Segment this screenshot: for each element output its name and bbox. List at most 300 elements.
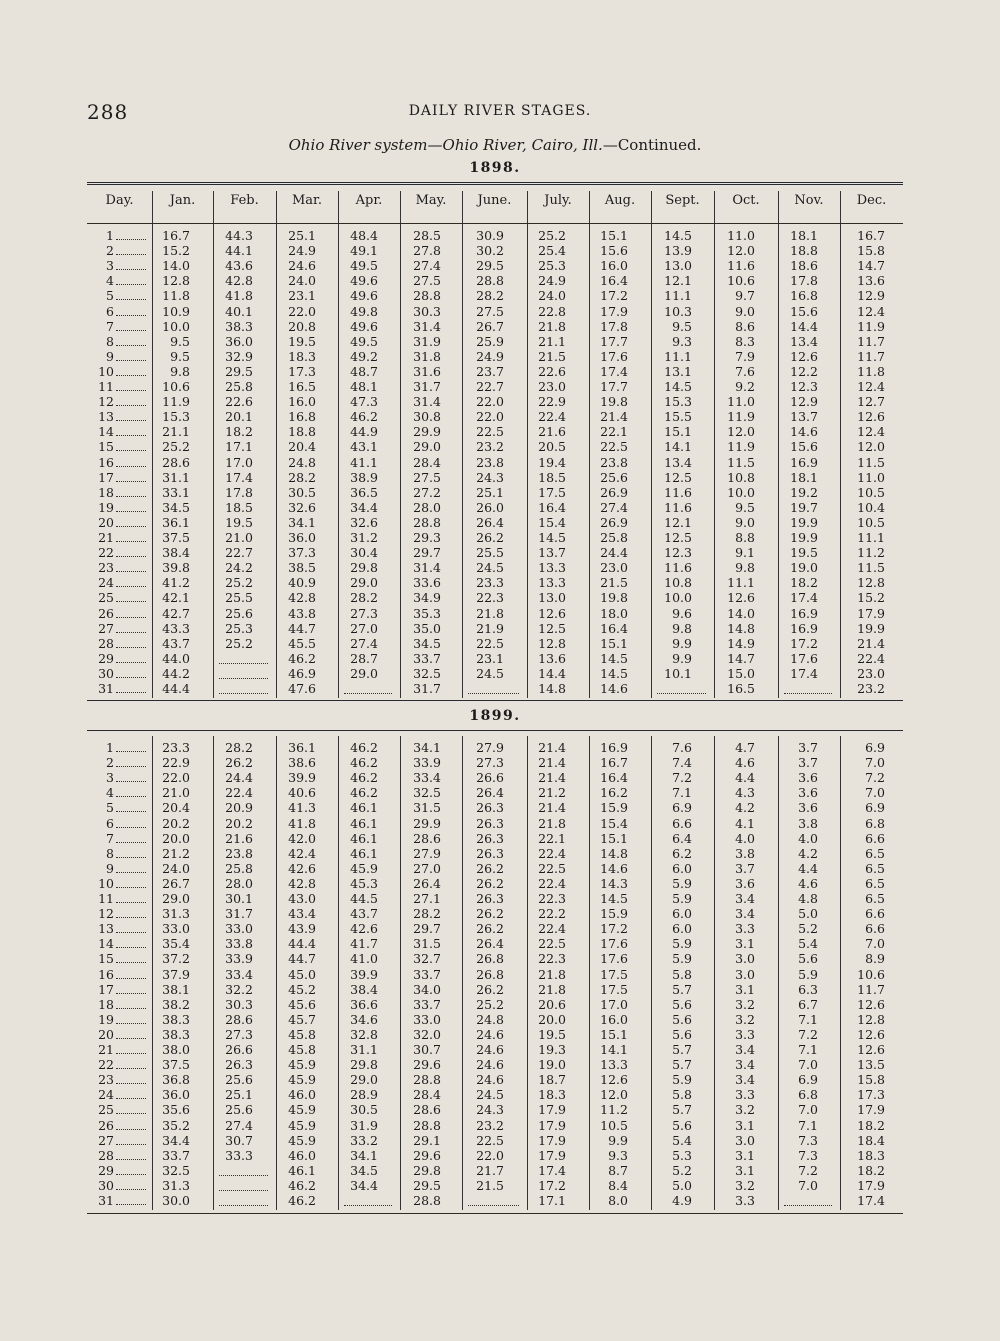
stage-value: 16.9 xyxy=(790,620,818,636)
stage-value: 3.0 xyxy=(735,1132,755,1148)
stage-value: 22.4 xyxy=(538,875,566,891)
stage-value: 29.5 xyxy=(225,363,253,379)
empty-cell-dots xyxy=(219,1180,268,1191)
stage-value: 18.4 xyxy=(857,1132,885,1148)
stage-value: 9.2 xyxy=(735,379,755,394)
day-leader-dots xyxy=(116,561,146,572)
stage-value: 27.3 xyxy=(350,605,378,621)
table-1898-bottom-rule xyxy=(87,700,903,701)
stage-value: 24.2 xyxy=(225,560,253,576)
stage-value: 12.8 xyxy=(857,575,885,591)
day-label: 1 xyxy=(106,228,114,243)
stage-value: 28.6 xyxy=(225,1011,253,1027)
stage-value: 28.8 xyxy=(413,1193,441,1208)
stage-value: 17.0 xyxy=(225,454,253,470)
stage-value: 14.5 xyxy=(664,228,692,243)
stage-value: 14.7 xyxy=(727,650,755,666)
column-header-3: Mar. xyxy=(292,193,322,208)
stage-value: 21.1 xyxy=(538,333,566,349)
stage-value: 20.0 xyxy=(538,1011,566,1027)
stage-value: 22.0 xyxy=(476,409,504,425)
stage-value: 3.4 xyxy=(735,891,755,906)
day-leader-dots xyxy=(116,531,146,542)
stage-value: 25.2 xyxy=(162,439,190,455)
stage-value: 27.4 xyxy=(600,499,628,515)
stage-value: 45.9 xyxy=(288,1102,316,1118)
stage-value: 13.3 xyxy=(538,560,566,576)
stage-value: 8.6 xyxy=(735,318,755,334)
stage-value: 38.1 xyxy=(162,981,190,997)
stage-value: 24.5 xyxy=(476,560,504,576)
stage-value: 7.0 xyxy=(798,1177,818,1193)
stage-value: 12.8 xyxy=(538,635,566,651)
stage-value: 31.5 xyxy=(413,800,441,816)
stage-value: 23.2 xyxy=(476,439,504,455)
stage-value: 32.5 xyxy=(413,665,441,681)
stage-value: 17.4 xyxy=(790,665,818,681)
stage-value: 21.9 xyxy=(476,620,504,636)
stage-value: 17.6 xyxy=(600,348,628,364)
stage-value: 3.3 xyxy=(735,1193,755,1208)
stage-value: 29.0 xyxy=(413,439,441,455)
stage-value: 31.2 xyxy=(350,530,378,545)
stage-value: 27.0 xyxy=(350,620,378,636)
stage-value: 21.8 xyxy=(538,815,566,831)
stage-value: 9.5 xyxy=(170,348,190,364)
stage-value: 17.4 xyxy=(538,1162,566,1178)
stage-value: 25.1 xyxy=(225,1087,253,1103)
stage-value: 21.8 xyxy=(538,966,566,982)
stage-value: 38.3 xyxy=(225,318,253,334)
stage-value: 11.5 xyxy=(857,560,885,576)
stage-value: 46.2 xyxy=(350,740,378,755)
stage-value: 16.0 xyxy=(600,258,628,274)
stage-value: 5.9 xyxy=(672,891,692,906)
stage-value: 12.5 xyxy=(538,620,566,636)
stage-value: 13.7 xyxy=(790,409,818,425)
stage-value: 3.4 xyxy=(735,1042,755,1057)
stage-value: 13.6 xyxy=(538,650,566,666)
stage-value: 23.1 xyxy=(476,650,504,666)
empty-cell-dots xyxy=(219,1195,268,1206)
stage-value: 12.1 xyxy=(664,514,692,530)
stage-value: 31.7 xyxy=(225,906,253,922)
stage-value: 21.1 xyxy=(162,424,190,440)
stage-value: 17.9 xyxy=(857,605,885,621)
stage-value: 26.6 xyxy=(476,770,504,786)
stage-value: 15.5 xyxy=(664,409,692,425)
stage-value: 16.0 xyxy=(600,1011,628,1027)
stage-value: 39.8 xyxy=(162,560,190,576)
stage-value: 49.5 xyxy=(350,258,378,274)
stage-value: 5.7 xyxy=(672,1102,692,1118)
stage-value: 5.7 xyxy=(672,1057,692,1073)
stage-value: 25.4 xyxy=(538,243,566,259)
stage-value: 34.5 xyxy=(350,1162,378,1178)
stage-value: 3.6 xyxy=(735,875,755,891)
stage-value: 17.4 xyxy=(790,590,818,606)
day-label: 24 xyxy=(98,1087,114,1103)
day-label: 18 xyxy=(98,484,114,500)
day-leader-dots xyxy=(116,274,146,285)
stage-value: 7.1 xyxy=(798,1042,818,1057)
stage-value: 29.6 xyxy=(413,1057,441,1073)
day-label: 16 xyxy=(98,454,114,470)
stage-value: 17.4 xyxy=(857,1193,885,1208)
day-label: 27 xyxy=(98,1132,114,1148)
stage-value: 3.6 xyxy=(798,785,818,801)
day-label: 13 xyxy=(98,409,114,425)
stage-value: 6.5 xyxy=(865,845,885,861)
day-leader-dots xyxy=(116,350,146,361)
stage-value: 15.0 xyxy=(727,665,755,681)
day-label: 23 xyxy=(98,560,114,576)
stage-value: 14.7 xyxy=(857,258,885,274)
stage-value: 15.3 xyxy=(664,394,692,410)
stage-value: 28.2 xyxy=(225,740,253,755)
stage-value: 34.5 xyxy=(413,635,441,651)
stage-value: 6.9 xyxy=(865,800,885,816)
stage-value: 13.9 xyxy=(664,243,692,259)
stage-value: 45.3 xyxy=(350,875,378,891)
stage-value: 7.0 xyxy=(798,1057,818,1073)
stage-value: 43.6 xyxy=(225,258,253,274)
column-header-7: July. xyxy=(544,193,572,208)
day-label: 30 xyxy=(98,1177,114,1193)
stage-value: 3.6 xyxy=(798,770,818,786)
header-divider xyxy=(651,191,652,223)
stage-value: 22.4 xyxy=(538,921,566,937)
stage-value: 16.5 xyxy=(727,681,755,696)
stage-value: 45.6 xyxy=(288,996,316,1012)
stage-value: 8.0 xyxy=(608,1193,628,1208)
stage-value: 22.2 xyxy=(538,906,566,922)
header-divider xyxy=(778,191,779,223)
stage-value: 26.3 xyxy=(476,815,504,831)
stage-value: 7.2 xyxy=(798,1026,818,1042)
day-leader-dots xyxy=(116,637,146,648)
day-label: 20 xyxy=(98,514,114,530)
stage-value: 39.9 xyxy=(350,966,378,982)
header-divider xyxy=(276,191,277,223)
stage-value: 11.9 xyxy=(857,318,885,334)
stage-value: 34.6 xyxy=(350,1011,378,1027)
stage-value: 21.2 xyxy=(162,845,190,861)
stage-value: 49.8 xyxy=(350,303,378,319)
stage-value: 21.6 xyxy=(225,830,253,846)
day-label: 14 xyxy=(98,424,114,440)
stage-value: 11.1 xyxy=(727,575,755,591)
day-label: 26 xyxy=(98,1117,114,1133)
stage-value: 5.9 xyxy=(798,966,818,982)
stage-value: 27.8 xyxy=(413,243,441,259)
stage-value: 17.0 xyxy=(600,996,628,1012)
column-header-11: Nov. xyxy=(794,193,824,208)
stage-value: 46.1 xyxy=(288,1162,316,1178)
stage-value: 26.3 xyxy=(476,830,504,846)
stage-value: 28.6 xyxy=(413,830,441,846)
stage-value: 24.4 xyxy=(600,545,628,561)
stage-value: 22.0 xyxy=(476,394,504,410)
day-leader-dots xyxy=(116,1194,146,1205)
stage-value: 13.0 xyxy=(664,258,692,274)
stage-value: 27.5 xyxy=(476,303,504,319)
stage-value: 18.8 xyxy=(790,243,818,259)
stage-value: 26.2 xyxy=(476,860,504,876)
stage-value: 5.2 xyxy=(798,921,818,937)
stage-value: 17.9 xyxy=(600,303,628,319)
stage-value: 7.6 xyxy=(735,363,755,379)
stage-value: 5.0 xyxy=(672,1177,692,1193)
table-subtitle xyxy=(0,136,990,154)
stage-value: 22.9 xyxy=(538,394,566,410)
stage-value: 37.9 xyxy=(162,966,190,982)
stage-value: 33.4 xyxy=(413,770,441,786)
stage-value: 39.9 xyxy=(288,770,316,786)
stage-value: 25.6 xyxy=(600,469,628,485)
stage-value: 36.5 xyxy=(350,484,378,500)
stage-value: 14.8 xyxy=(727,620,755,636)
stage-value: 23.7 xyxy=(476,363,504,379)
stage-value: 21.0 xyxy=(225,530,253,545)
stage-value: 15.9 xyxy=(600,906,628,922)
stage-value: 45.9 xyxy=(288,1132,316,1148)
stage-value: 37.2 xyxy=(162,951,190,967)
table-1899 xyxy=(0,740,1000,1210)
stage-value: 12.4 xyxy=(857,424,885,440)
stage-value: 45.9 xyxy=(288,1072,316,1088)
stage-value: 49.6 xyxy=(350,318,378,334)
stage-value: 21.7 xyxy=(476,1162,504,1178)
stage-value: 10.0 xyxy=(162,318,190,334)
day-label: 2 xyxy=(106,243,114,259)
stage-value: 4.2 xyxy=(798,845,818,861)
stage-value: 18.5 xyxy=(538,469,566,485)
stage-value: 30.8 xyxy=(413,409,441,425)
stage-value: 30.2 xyxy=(476,243,504,259)
stage-value: 27.5 xyxy=(413,273,441,289)
stage-value: 28.6 xyxy=(413,1102,441,1118)
stage-value: 9.3 xyxy=(608,1147,628,1163)
stage-value: 10.8 xyxy=(664,575,692,591)
stage-value: 28.0 xyxy=(225,875,253,891)
stage-value: 14.9 xyxy=(727,635,755,651)
stage-value: 34.0 xyxy=(413,981,441,997)
stage-value: 21.5 xyxy=(476,1177,504,1193)
stage-value: 25.6 xyxy=(225,1072,253,1088)
stage-value: 22.4 xyxy=(538,409,566,425)
stage-value: 12.6 xyxy=(857,409,885,425)
day-leader-dots xyxy=(116,1179,146,1190)
stage-value: 12.9 xyxy=(857,288,885,304)
stage-value: 14.5 xyxy=(538,530,566,545)
day-label: 5 xyxy=(106,800,114,816)
stage-value: 26.4 xyxy=(476,936,504,952)
stage-value: 17.7 xyxy=(600,379,628,394)
column-header-9: Sept. xyxy=(665,193,700,208)
empty-cell-dots xyxy=(219,683,268,694)
stage-value: 28.0 xyxy=(413,499,441,515)
stage-value: 22.4 xyxy=(225,785,253,801)
day-label: 9 xyxy=(106,860,114,876)
stage-value: 15.1 xyxy=(600,228,628,243)
day-label: 25 xyxy=(98,590,114,606)
top-rule xyxy=(87,182,903,185)
stage-value: 27.4 xyxy=(350,635,378,651)
stage-value: 5.2 xyxy=(672,1162,692,1178)
stage-value: 17.4 xyxy=(600,363,628,379)
stage-value: 23.1 xyxy=(288,288,316,304)
stage-value: 12.5 xyxy=(664,469,692,485)
stage-value: 6.9 xyxy=(672,800,692,816)
stage-value: 44.0 xyxy=(162,650,190,666)
stage-value: 22.0 xyxy=(288,303,316,319)
stage-value: 25.9 xyxy=(476,333,504,349)
stage-value: 45.0 xyxy=(288,966,316,982)
stage-value: 11.6 xyxy=(664,484,692,500)
stage-value: 11.9 xyxy=(727,439,755,455)
day-label: 5 xyxy=(106,288,114,304)
stage-value: 29.5 xyxy=(476,258,504,274)
stage-value: 22.5 xyxy=(538,936,566,952)
stage-value: 38.3 xyxy=(162,1026,190,1042)
stage-value: 17.2 xyxy=(538,1177,566,1193)
day-label: 24 xyxy=(98,575,114,591)
day-label: 16 xyxy=(98,966,114,982)
stage-value: 13.6 xyxy=(857,273,885,289)
stage-value: 17.8 xyxy=(790,273,818,289)
stage-value: 22.3 xyxy=(476,590,504,606)
stage-value: 4.6 xyxy=(735,755,755,771)
day-leader-dots xyxy=(116,652,146,663)
day-leader-dots xyxy=(116,305,146,316)
stage-value: 28.2 xyxy=(413,906,441,922)
stage-value: 46.2 xyxy=(350,409,378,425)
stage-value: 12.7 xyxy=(857,394,885,410)
stage-value: 3.8 xyxy=(798,815,818,831)
stage-value: 16.7 xyxy=(162,228,190,243)
stage-value: 42.8 xyxy=(225,273,253,289)
stage-value: 49.6 xyxy=(350,288,378,304)
stage-value: 46.1 xyxy=(350,830,378,846)
day-leader-dots xyxy=(116,576,146,587)
empty-cell-dots xyxy=(657,683,706,694)
stage-value: 25.1 xyxy=(288,228,316,243)
stage-value: 27.9 xyxy=(476,740,504,755)
stage-value: 46.1 xyxy=(350,845,378,861)
stage-value: 45.7 xyxy=(288,1011,316,1027)
stage-value: 44.9 xyxy=(350,424,378,440)
stage-value: 17.2 xyxy=(600,921,628,937)
stage-value: 11.0 xyxy=(727,394,755,410)
day-label: 8 xyxy=(106,845,114,861)
stage-value: 28.2 xyxy=(476,288,504,304)
stage-value: 43.1 xyxy=(350,439,378,455)
day-leader-dots xyxy=(116,862,146,873)
stage-value: 25.5 xyxy=(225,590,253,606)
stage-value: 4.8 xyxy=(798,891,818,906)
stage-value: 32.8 xyxy=(350,1026,378,1042)
stage-value: 21.8 xyxy=(538,318,566,334)
stage-value: 28.9 xyxy=(350,1087,378,1103)
stage-value: 17.5 xyxy=(600,981,628,997)
stage-value: 31.1 xyxy=(162,469,190,485)
stage-value: 28.7 xyxy=(350,650,378,666)
stage-value: 18.1 xyxy=(790,228,818,243)
stage-value: 33.7 xyxy=(413,650,441,666)
stage-value: 10.8 xyxy=(727,469,755,485)
stage-value: 36.1 xyxy=(288,740,316,755)
day-label: 28 xyxy=(98,635,114,651)
column-header-1: Jan. xyxy=(169,193,196,208)
stage-value: 6.5 xyxy=(865,875,885,891)
stage-value: 23.2 xyxy=(857,681,885,696)
day-leader-dots xyxy=(116,516,146,527)
stage-value: 25.8 xyxy=(600,530,628,545)
stage-value: 21.5 xyxy=(538,348,566,364)
stage-value: 26.3 xyxy=(476,800,504,816)
stage-value: 15.2 xyxy=(857,590,885,606)
stage-value: 24.6 xyxy=(476,1026,504,1042)
day-label: 31 xyxy=(98,681,114,696)
stage-value: 33.7 xyxy=(413,996,441,1012)
stage-value: 43.0 xyxy=(288,891,316,906)
stage-value: 25.8 xyxy=(225,379,253,394)
stage-value: 33.7 xyxy=(162,1147,190,1163)
stage-value: 20.1 xyxy=(225,409,253,425)
stage-value: 26.8 xyxy=(476,966,504,982)
header-divider xyxy=(338,191,339,223)
stage-value: 5.9 xyxy=(672,951,692,967)
stage-value: 12.6 xyxy=(538,605,566,621)
stage-value: 12.0 xyxy=(600,1087,628,1103)
day-leader-dots xyxy=(116,380,146,391)
stage-value: 4.0 xyxy=(798,830,818,846)
stage-value: 29.7 xyxy=(413,545,441,561)
stage-value: 9.9 xyxy=(608,1132,628,1148)
stage-value: 22.5 xyxy=(476,635,504,651)
stage-value: 6.6 xyxy=(672,815,692,831)
stage-value: 18.6 xyxy=(790,258,818,274)
day-leader-dots xyxy=(116,832,146,843)
day-label: 29 xyxy=(98,1162,114,1178)
stage-value: 24.9 xyxy=(476,348,504,364)
stage-value: 43.4 xyxy=(288,906,316,922)
stage-value: 31.4 xyxy=(413,394,441,410)
stage-value: 14.1 xyxy=(664,439,692,455)
day-leader-dots xyxy=(116,817,146,828)
stage-value: 23.8 xyxy=(476,454,504,470)
day-leader-dots xyxy=(116,440,146,451)
stage-value: 41.8 xyxy=(225,288,253,304)
stage-value: 31.3 xyxy=(162,906,190,922)
stage-value: 32.9 xyxy=(225,348,253,364)
stage-value: 18.3 xyxy=(857,1147,885,1163)
stage-value: 21.8 xyxy=(476,605,504,621)
stage-value: 28.8 xyxy=(413,1072,441,1088)
stage-value: 29.6 xyxy=(413,1147,441,1163)
stage-value: 15.6 xyxy=(790,439,818,455)
stage-value: 44.2 xyxy=(162,665,190,681)
stage-value: 12.6 xyxy=(790,348,818,364)
stage-value: 10.3 xyxy=(664,303,692,319)
stage-value: 31.7 xyxy=(413,681,441,696)
stage-value: 23.3 xyxy=(162,740,190,755)
stage-value: 12.6 xyxy=(857,1026,885,1042)
day-label: 25 xyxy=(98,1102,114,1118)
stage-value: 11.9 xyxy=(162,394,190,410)
stage-value: 14.5 xyxy=(600,650,628,666)
